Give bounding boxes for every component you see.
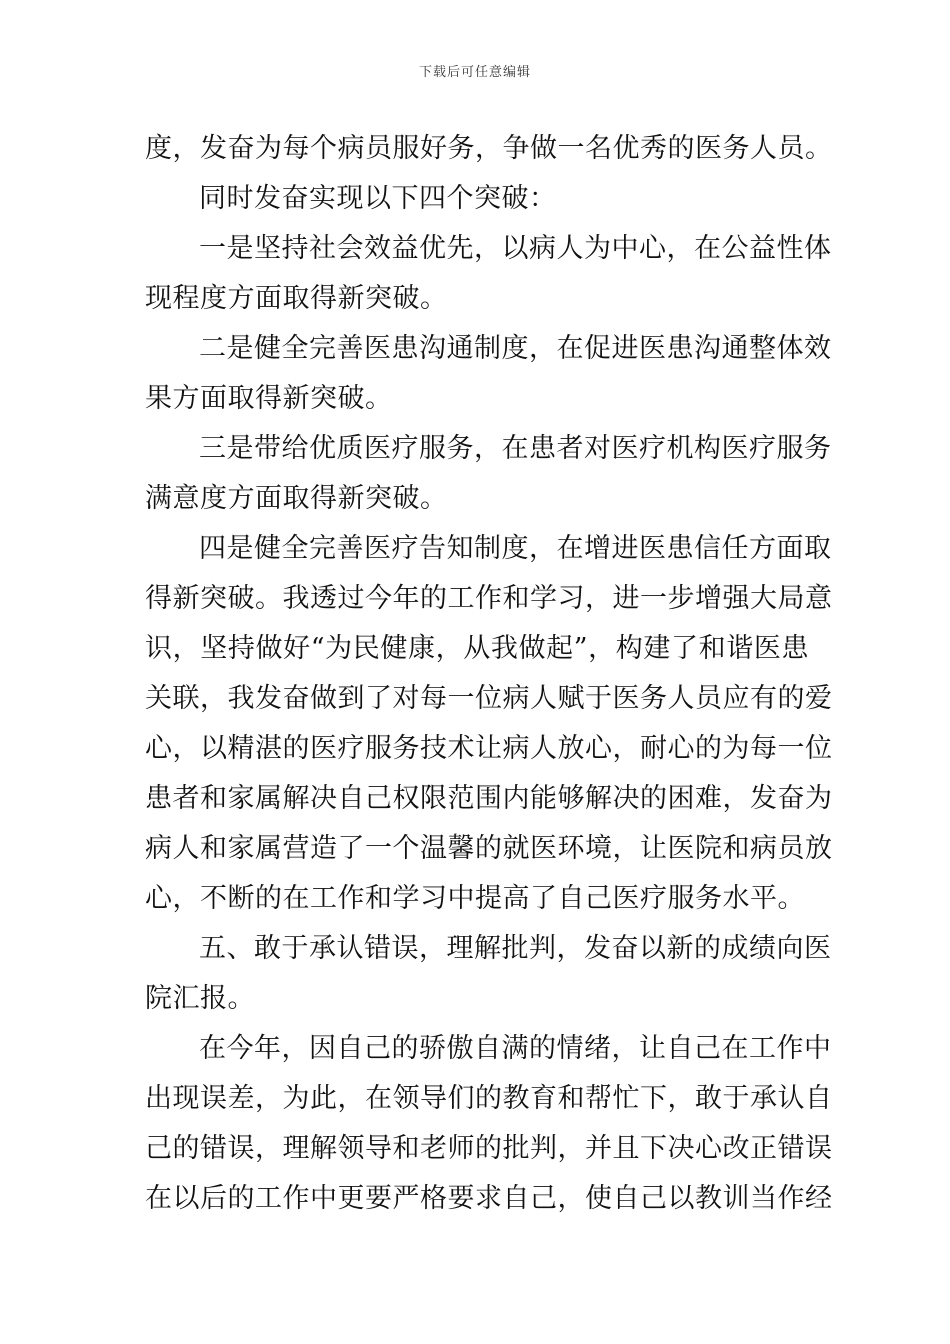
text-line: 在今年，因自己的骄傲自满的情绪，让自己在工作中 <box>199 1033 832 1064</box>
text-line: 满意度方面取得新突破。 <box>145 483 448 514</box>
text-line: 院汇报。 <box>145 983 255 1014</box>
page-header: 下载后可任意编辑 <box>418 65 531 80</box>
text-line: 三是带给优质医疗服务，在患者对医疗机构医疗服务 <box>199 433 832 464</box>
text-line: 己的错误，理解领导和老师的批判，并且下决心改正错误 <box>145 1133 833 1164</box>
text-line: 果方面取得新突破。 <box>145 383 393 414</box>
text-line: 在以后的工作中更要严格要求自己，使自己以教训当作经 <box>145 1183 833 1214</box>
text-line: 病人和家属营造了一个温馨的就医环境，让医院和病员放 <box>145 833 833 864</box>
document-body <box>145 124 833 1224</box>
text-line: 四是健全完善医疗告知制度，在增进医患信任方面取 <box>199 533 832 564</box>
text-line: 二是健全完善医患沟通制度，在促进医患沟通整体效 <box>199 333 832 364</box>
text-line: 五、敢于承认错误，理解批判，发奋以新的成绩向医 <box>199 933 832 964</box>
text-line: 现程度方面取得新突破。 <box>145 283 448 314</box>
text-line: 心，以精湛的医疗服务技术让病人放心，耐心的为每一位 <box>145 733 833 764</box>
text-line: 关联，我发奋做到了对每一位病人赋于医务人员应有的爱 <box>145 683 833 714</box>
text-line: 同时发奋实现以下四个突破： <box>199 183 557 214</box>
text-line: 得新突破。我透过今年的工作和学习，进一步增强大局意 <box>145 583 833 614</box>
text-line: 心，不断的在工作和学习中提高了自己医疗服务水平。 <box>145 883 805 914</box>
text-line: 度，发奋为每个病员服好务，争做一名优秀的医务人员。 <box>145 133 833 164</box>
text-line: 出现误差，为此，在领导们的教育和帮忙下，敢于承认自 <box>145 1083 833 1114</box>
text-line: 患者和家属解决自己权限范围内能够解决的困难，发奋为 <box>145 783 833 814</box>
text-line: 一是坚持社会效益优先，以病人为中心，在公益性体 <box>199 233 832 264</box>
text-line: 识，坚持做好“为民健康，从我做起”，构建了和谐医患 <box>145 633 809 664</box>
